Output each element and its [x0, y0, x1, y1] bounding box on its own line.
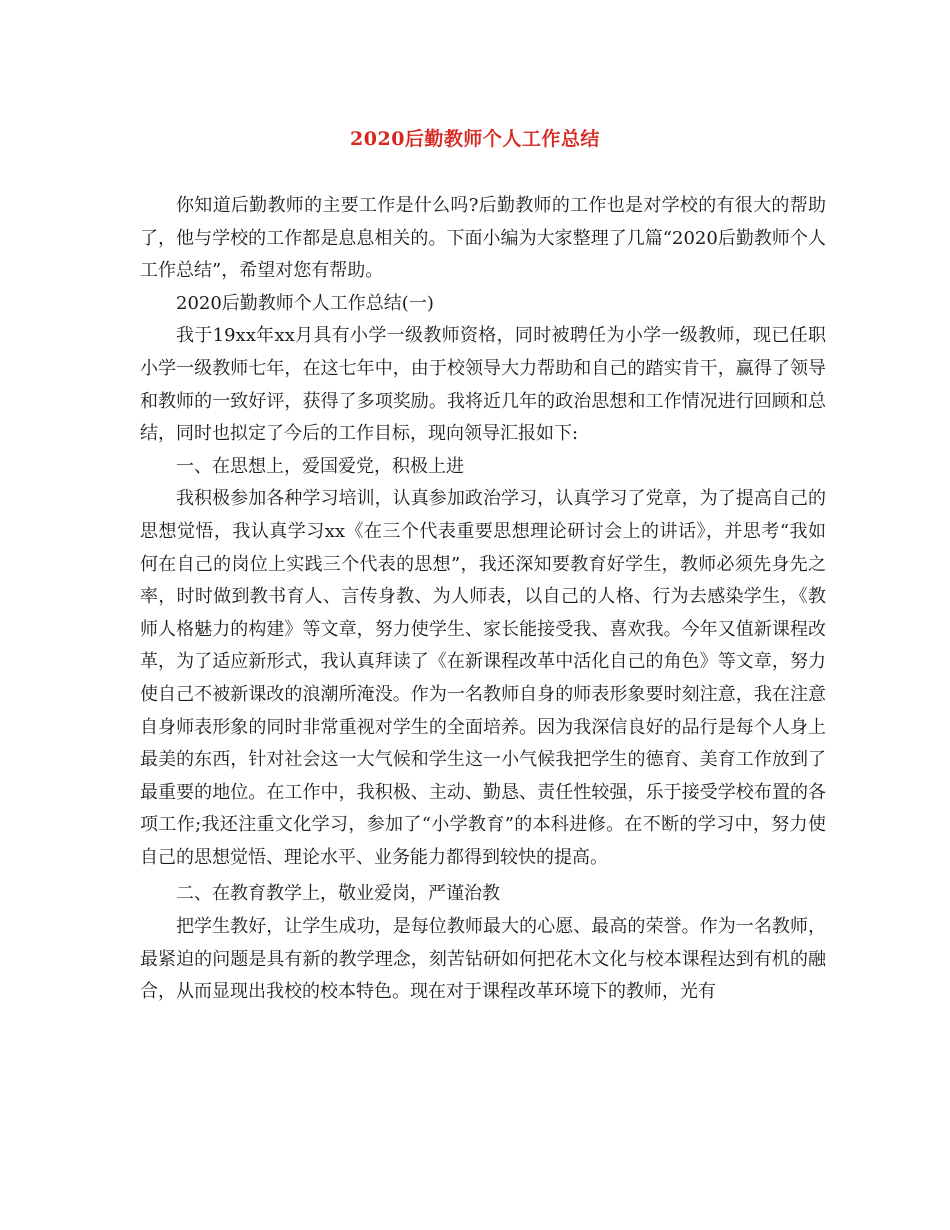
section-heading: 二、在教育教学上，敬业爱岗，严谨治教 [176, 883, 500, 905]
body-paragraph: 把学生教好，让学生成功，是每位教师最大的心愿、最高的荣誉。作为一名教师，最紧迫的问题是具有新的教学理念，刻苦钻研如何把花木文化与校本课程达到有机的融合，从而显现出我校的校本特色。现在对于课程改革环境下的教师，光有 [140, 916, 826, 1003]
body-paragraph: 我于19xx年xx月具有小学一级教师资格，同时被聘任为小学一级教师，现已任职小学一级教师七年，在这七年中，由于校领导大力帮助和自己的踏实肯干，赢得了领导和教师的一致好评，获得了多项奖励。我将近几年的政治思想和工作情况进行回顾和总结，同时也拟定了今后的工作目标，现向领导汇报如下: [140, 325, 826, 445]
intro-paragraph: 你知道后勤教师的主要工作是什么吗?后勤教师的工作也是对学校的有很大的帮助了，他与学校的工作都是息息相关的。下面小编为大家整理了几篇“2020后勤教师个人工作总结”，希望对您有帮助。 [140, 195, 826, 282]
section-heading: 一、在思想上，爱国爱党，积极上进 [176, 455, 464, 477]
section-heading: 2020后勤教师个人工作总结(一) [176, 292, 434, 314]
document-body [140, 190, 826, 1009]
document-title: 2020后勤教师个人工作总结 [350, 128, 600, 150]
body-paragraph: 我积极参加各种学习培训，认真参加政治学习，认真学习了党章，为了提高自己的思想觉悟，我认真学习xx《在三个代表重要思想理论研讨会上的讲话》，并思考“我如何在自己的岗位上实践三个代表的思想”，我还深知要教育好学生，教师必须先身先之率，时时做到教书育人、言传身教、为人师表，以自己的人格、行为去感染学生，《教师人格魅力的构建》等文章，努力使学生、家长能接受我、喜欢我。今年又值新课程改革，为了适应新形式，我认真拜读了《在新课程改革中活化自己的角色》等文章，努力使自己不被新课改的浪潮所淹没。作为一名教师自身的师表形象要时刻注意，我在注意自身师表形象的同时非常重视对学生的全面培养。因为我深信良好的品行是每个人身上最美的东西，针对社会这一大气候和学生这一小气候我把学生的德育、美育工作放到了最重要的地位。在工作中，我积极、主动、勤恳、责任性较强，乐于接受学校布置的各项工作;我还注重文化学习，参加了“小学教育”的本科进修。在不断的学习中，努力使自己的思想觉悟、理论水平、业务能力都得到较快的提高。 [140, 488, 826, 868]
